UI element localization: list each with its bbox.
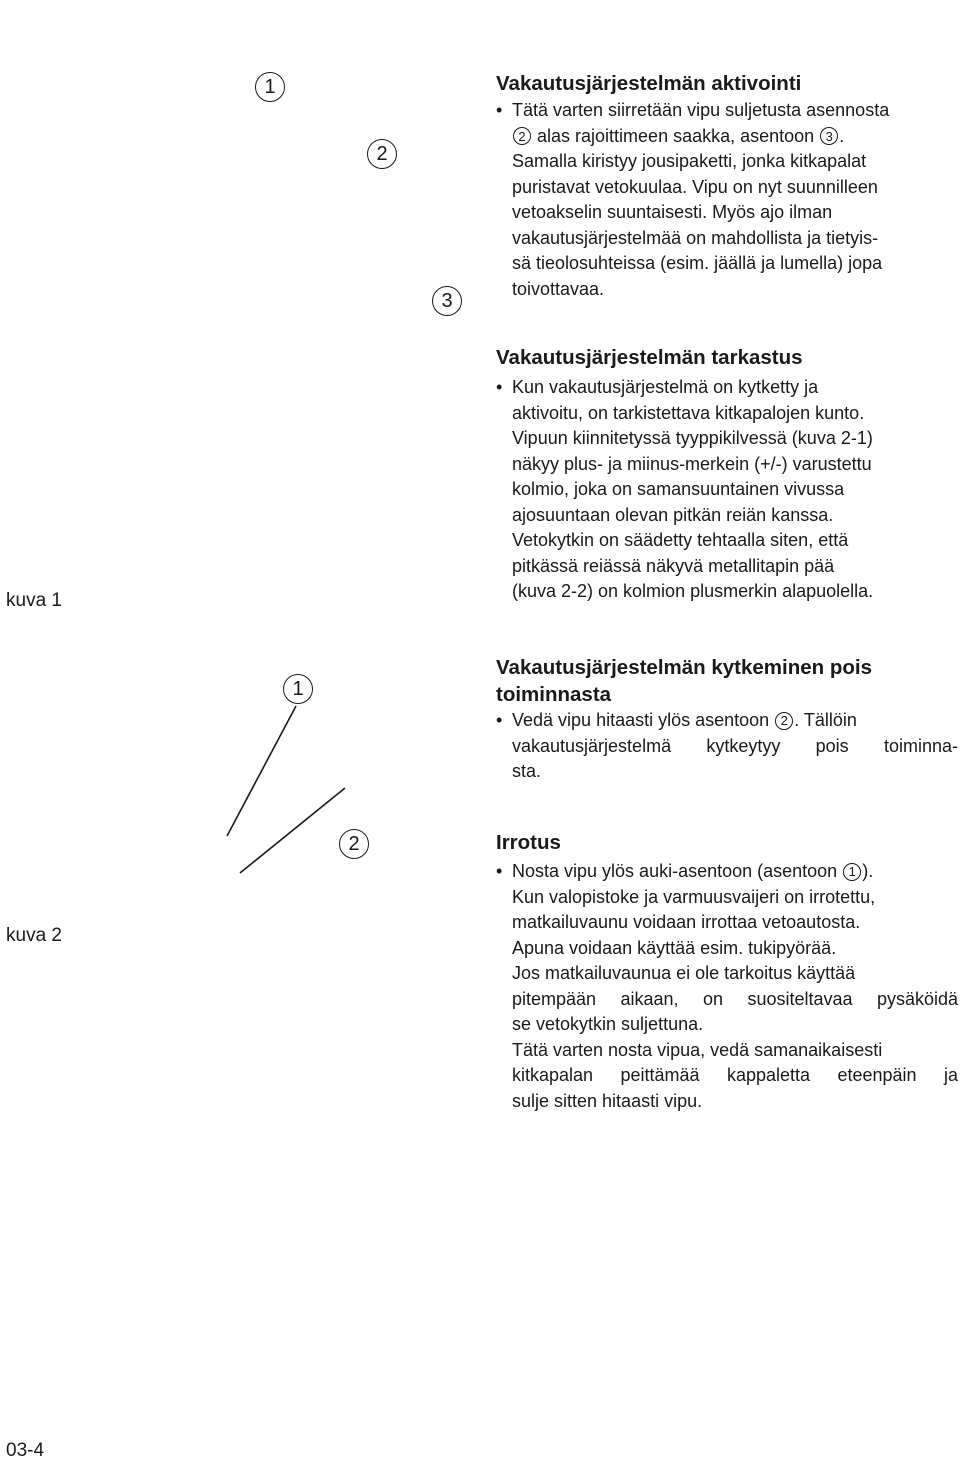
text-line: Vipuun kiinnitetyssä tyyppikilvessä (kuva 2-1) bbox=[512, 428, 873, 448]
section-activation bbox=[496, 71, 958, 302]
text-line: Vetokytkin on säädetty tehtaalla siten, että bbox=[512, 530, 849, 550]
figure2-marker-1: 1 bbox=[283, 674, 313, 704]
text-line: pitempään aikaan, on suositeltavaa pysäköidä bbox=[512, 988, 958, 1009]
section-heading bbox=[496, 654, 958, 708]
text-line: toivottavaa. bbox=[512, 278, 605, 299]
text-line: puristavat vetokuulaa. Vipu on nyt suunnilleen bbox=[512, 176, 878, 197]
bullet-item bbox=[496, 708, 958, 785]
inline-ref: 3 bbox=[820, 127, 838, 145]
text-line: Tätä varten siirretään vipu suljetusta asennosta bbox=[512, 100, 890, 120]
text-line: kitkapalan peittämää kappaletta eteenpäin ja bbox=[512, 1065, 958, 1085]
figure1-marker-1: 1 bbox=[255, 72, 285, 102]
text-line: aktivoitu, on tarkistettava kitkapalojen kunto. bbox=[512, 402, 865, 423]
bullet-item bbox=[496, 375, 958, 605]
text-line: Kun valopistoke ja varmuusvaijeri on irrotettu, bbox=[512, 886, 876, 907]
inline-ref: 2 bbox=[513, 127, 531, 145]
text-line: kolmio, joka on samansuuntainen vivussa bbox=[512, 479, 845, 499]
section-heading: Vakautusjärjestelmän tarkastus bbox=[496, 346, 803, 369]
text-line: vakautusjärjestelmää on mahdollista ja tietyis- bbox=[512, 227, 879, 248]
section-heading: Irrotus bbox=[496, 831, 561, 854]
text-line: (kuva 2-2) on kolmion plusmerkin alapuolella. bbox=[512, 581, 874, 601]
heading-line: Vakautusjärjestelmän kytkeminen pois bbox=[496, 656, 872, 679]
figure2-marker-2: 2 bbox=[339, 829, 369, 859]
bullet-dot: • bbox=[496, 377, 503, 397]
inline-ref: 1 bbox=[843, 863, 861, 881]
text-line: Kun vakautusjärjestelmä on kytketty ja bbox=[512, 377, 819, 397]
text-line: sta. bbox=[512, 761, 542, 781]
bullet-body bbox=[512, 859, 958, 1114]
text-line: Apuna voidaan käyttää esim. tukipyörää. bbox=[512, 937, 837, 958]
text-line: Samalla kiristyy jousipaketti, jonka kitkapalat bbox=[512, 151, 867, 171]
text-line: matkailuvaunu voidaan irrottaa vetoautosta. bbox=[512, 912, 861, 932]
bullet-body bbox=[512, 98, 958, 302]
section-deactivation bbox=[496, 654, 958, 785]
leader-line-2 bbox=[240, 788, 345, 873]
text-fragment: ). bbox=[862, 861, 874, 881]
leader-line-1 bbox=[227, 706, 296, 836]
text-line: pitkässä reiässä näkyvä metallitapin pää bbox=[512, 555, 835, 576]
bullet-item bbox=[496, 98, 958, 302]
text-line: Tätä varten nosta vipua, vedä samanaikaisesti bbox=[512, 1039, 883, 1060]
text-fragment: . Tällöin bbox=[794, 710, 857, 730]
text-fragment: Vedä vipu hitaasti ylös asentoon bbox=[512, 710, 770, 730]
text-line: vakautusjärjestelmä kytkeytyy pois toiminna- bbox=[512, 735, 958, 756]
text-line: näkyy plus- ja miinus-merkein (+/-) varustettu bbox=[512, 453, 872, 474]
bullet-dot: • bbox=[496, 710, 503, 730]
text-line bbox=[512, 859, 958, 885]
figure2-caption: kuva 2 bbox=[6, 925, 62, 946]
text-line: ajosuuntaan olevan pitkän reiän kanssa. bbox=[512, 504, 834, 525]
text-line bbox=[512, 708, 958, 734]
text-line: vetoakselin suuntaisesti. Myös ajo ilman bbox=[512, 202, 833, 222]
text-line: sä tieolosuhteissa (esim. jäällä ja lumella) jopa bbox=[512, 253, 883, 273]
page-number: 03-4 bbox=[6, 1440, 45, 1461]
text-line: Jos matkailuvaunua ei ole tarkoitus käyttää bbox=[512, 963, 856, 983]
bullet-dot: • bbox=[496, 100, 503, 120]
bullet-dot: • bbox=[496, 861, 503, 881]
figure1-marker-3: 3 bbox=[432, 286, 462, 316]
section-heading: Vakautusjärjestelmän aktivointi bbox=[496, 72, 802, 95]
section-detachment bbox=[496, 830, 958, 1114]
text-line bbox=[512, 124, 958, 150]
bullet-item bbox=[496, 859, 958, 1114]
text-line: se vetokytkin suljettuna. bbox=[512, 1014, 704, 1034]
period: . bbox=[839, 125, 845, 146]
text-fragment: Nosta vipu ylös auki-asentoon (asentoon bbox=[512, 861, 838, 881]
figure1-marker-2: 2 bbox=[367, 139, 397, 169]
text-line: sulje sitten hitaasti vipu. bbox=[512, 1090, 703, 1111]
section-inspection bbox=[496, 345, 958, 605]
bullet-body bbox=[512, 708, 958, 785]
bullet-body bbox=[512, 375, 958, 605]
heading-line: toiminnasta bbox=[496, 683, 612, 706]
text-fragment: alas rajoittimeen saakka, asentoon bbox=[537, 125, 815, 146]
figure1-caption: kuva 1 bbox=[6, 590, 62, 611]
inline-ref: 2 bbox=[775, 712, 793, 730]
